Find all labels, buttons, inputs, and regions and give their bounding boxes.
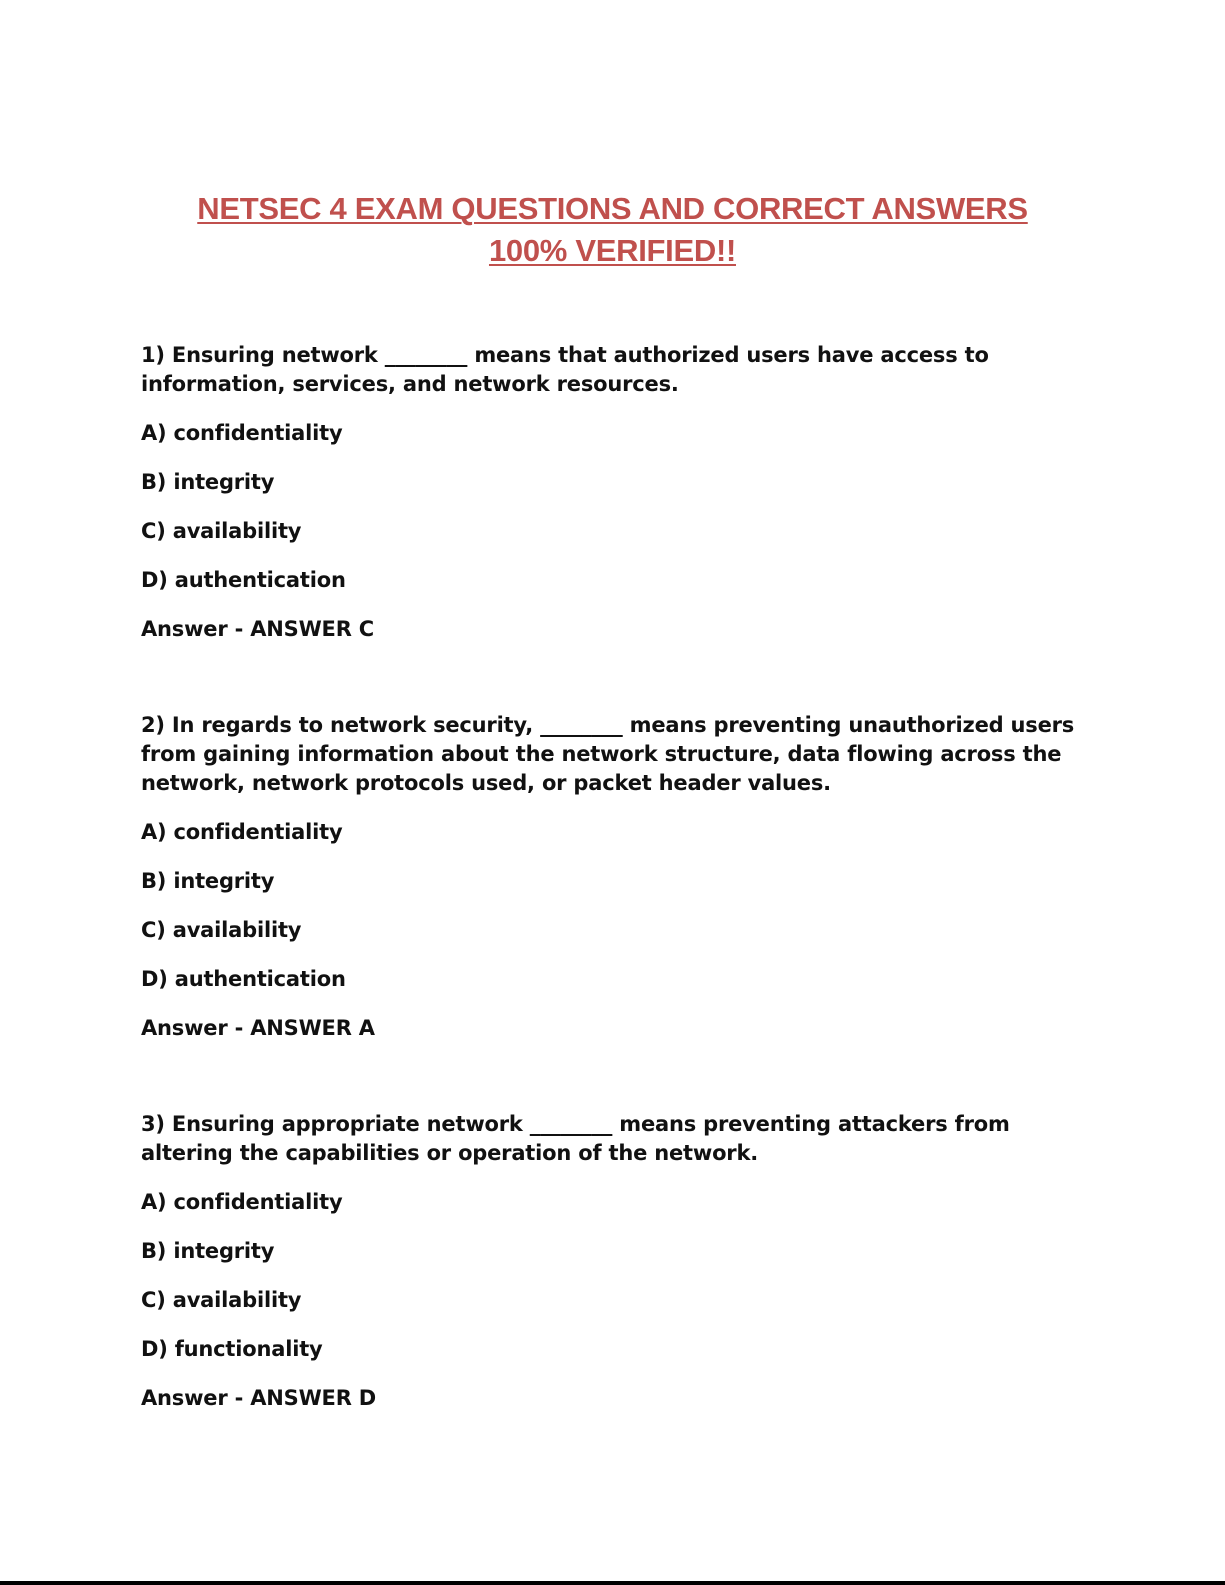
question-3 <box>141 1110 1081 1413</box>
option-c: C) availability <box>141 1288 302 1312</box>
option-d: D) authentication <box>141 568 346 592</box>
option-b: B) integrity <box>141 1239 275 1263</box>
option-a: A) confidentiality <box>141 421 343 445</box>
answer-line: Answer - ANSWER A <box>141 1016 375 1040</box>
answer-line: Answer - ANSWER C <box>141 617 374 641</box>
option-b: B) integrity <box>141 869 275 893</box>
option-d: D) functionality <box>141 1337 323 1361</box>
option-c: C) availability <box>141 519 302 543</box>
option-a: A) confidentiality <box>141 820 343 844</box>
option-a: A) confidentiality <box>141 1190 343 1214</box>
question-1 <box>141 341 1081 644</box>
option-d: D) authentication <box>141 967 346 991</box>
question-text: 1) Ensuring network ________ means that authorized users have access to information, services, and network resources. <box>141 343 989 396</box>
answer-line: Answer - ANSWER D <box>141 1386 377 1410</box>
option-c: C) availability <box>141 918 302 942</box>
document-title <box>0 188 1225 272</box>
option-b: B) integrity <box>141 470 275 494</box>
page-bottom-border <box>0 1581 1225 1585</box>
title-line-2: 100% VERIFIED!! <box>488 233 736 268</box>
question-text: 3) Ensuring appropriate network ________ means preventing attackers from altering the capabilities or operation of the network. <box>141 1112 1010 1165</box>
title-line-1: NETSEC 4 EXAM QUESTIONS AND CORRECT ANSWERS <box>197 191 1028 226</box>
question-text: 2) In regards to network security, ________ means preventing unauthorized users from gaining information about the network structure, data flowing across the network, network protocols used, or packet header values. <box>141 713 1075 795</box>
question-2 <box>141 711 1081 1043</box>
